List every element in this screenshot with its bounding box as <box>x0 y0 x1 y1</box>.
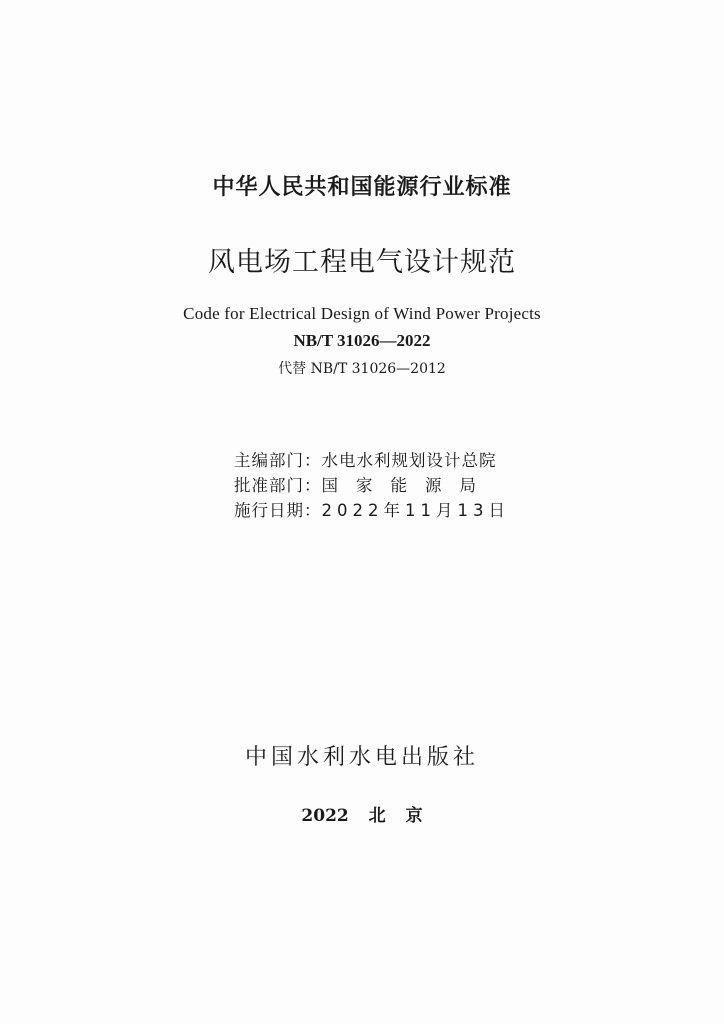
standard-number: NB/T 31026—2022 <box>293 331 431 350</box>
effective-date-row <box>234 498 524 523</box>
publication-year-place: 2022 北 京 <box>301 806 423 826</box>
editor-value: 水电水利规划设计总院 <box>321 451 497 470</box>
effective-date-value: 2022年11月13日 <box>321 501 510 520</box>
editor-label: 主编部门： <box>234 451 322 470</box>
publication-info <box>234 448 524 523</box>
document-title-english: Code for Electrical Design of Wind Power Projects <box>183 304 541 323</box>
replaces-standard: 代替 NB/T 31026—2012 <box>278 361 446 377</box>
editor-row <box>234 448 524 473</box>
publisher-name: 中国水利水电出版社 <box>244 745 479 770</box>
approver-label: 批准部门： <box>234 476 322 495</box>
effective-date-label: 施行日期： <box>234 501 322 520</box>
standard-category: 中华人民共和国能源行业标准 <box>212 175 512 200</box>
approver-value: 国家能源局 <box>321 476 494 495</box>
document-title-chinese: 风电场工程电气设计规范 <box>208 247 516 278</box>
approver-row <box>234 473 524 498</box>
